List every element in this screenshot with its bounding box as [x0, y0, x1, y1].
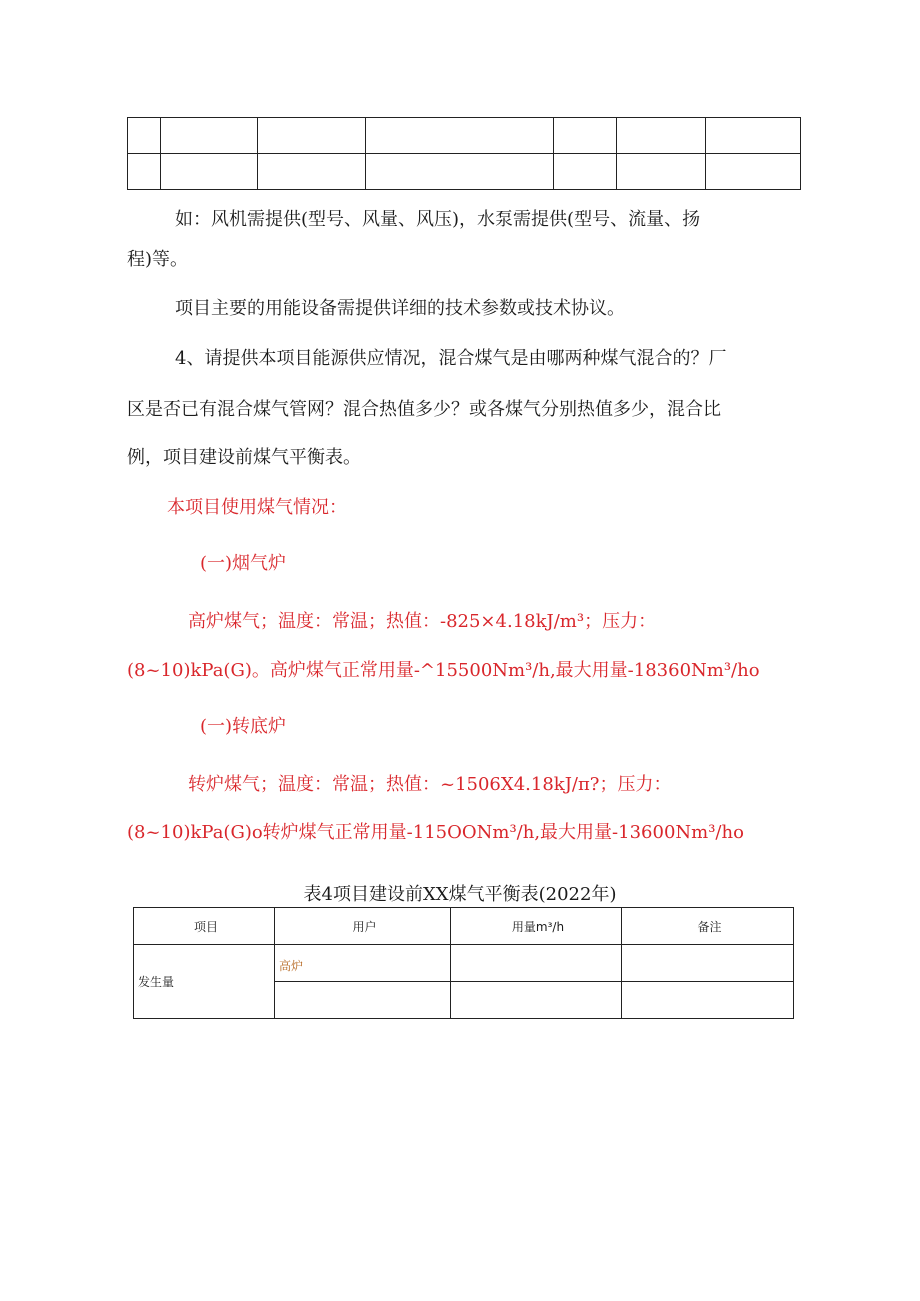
question-4-line-2: 区是否已有混合煤气管网？混合热值多少？或各煤气分别热值多少，混合比 [127, 399, 721, 420]
main-equipment-text: 项目主要的用能设备需提供详细的技术参数或技术协议。 [175, 298, 625, 319]
table-cell [706, 154, 801, 190]
question-4-line-3: 例，项目建设前煤气平衡表。 [127, 447, 361, 468]
gas-usage-heading: 本项目使用煤气情况： [167, 497, 347, 518]
table-cell [554, 118, 617, 154]
table-cell [161, 154, 258, 190]
table-cell [128, 154, 161, 190]
section-2-title: (一)转底炉 [200, 716, 287, 737]
table-cell [366, 154, 554, 190]
table-header-row [134, 908, 794, 945]
example-line-2: 程)等。 [127, 249, 189, 270]
header-user: 用户 [275, 908, 451, 945]
table-cell [366, 118, 554, 154]
table-cell [275, 982, 451, 1019]
table-cell [128, 118, 161, 154]
row-group-label: 发生量 [134, 945, 275, 1019]
first-user-label: 高炉 [279, 959, 304, 973]
table-cell [258, 154, 366, 190]
table-caption: 表4项目建设前XX煤气平衡表(2022年) [303, 884, 617, 905]
section-2-line-1: 转炉煤气；温度：常温；热值：~1506X4.18kJ/π?；压力： [188, 774, 672, 795]
header-usage: 用量m³/h [451, 908, 622, 945]
gas-balance-table [133, 907, 794, 1019]
table-cell [622, 945, 794, 982]
section-1-line-1: 高炉煤气；温度：常温；热值：-825×4.18kJ/m³；压力： [188, 611, 657, 632]
table-cell [451, 945, 622, 982]
table-row [128, 154, 801, 190]
section-2-line-2: (8~10)kPa(G)o转炉煤气正常用量-115OONm³/h,最大用量-13600Nm³/ho [127, 822, 744, 843]
table-row [134, 945, 794, 982]
table-cell [451, 982, 622, 1019]
example-line-1: 如：风机需提供(型号、风量、风压)，水泵需提供(型号、流量、扬 [175, 209, 701, 230]
table-cell [258, 118, 366, 154]
table-cell [706, 118, 801, 154]
header-remark: 备注 [622, 908, 794, 945]
table-cell [622, 982, 794, 1019]
table-cell [617, 118, 706, 154]
question-4-line-1: 4、请提供本项目能源供应情况，混合煤气是由哪两种煤气混合的？厂 [175, 348, 727, 369]
section-1-line-2: (8~10)kPa(G)。高炉煤气正常用量-^15500Nm³/h,最大用量-18360Nm³/ho [127, 660, 760, 681]
header-item: 项目 [134, 908, 275, 945]
table-cell [554, 154, 617, 190]
user-cell [275, 945, 451, 982]
section-1-title: (一)烟气炉 [200, 553, 287, 574]
top-empty-table [127, 117, 801, 190]
table-row [128, 118, 801, 154]
table-cell [161, 118, 258, 154]
table-cell [617, 154, 706, 190]
